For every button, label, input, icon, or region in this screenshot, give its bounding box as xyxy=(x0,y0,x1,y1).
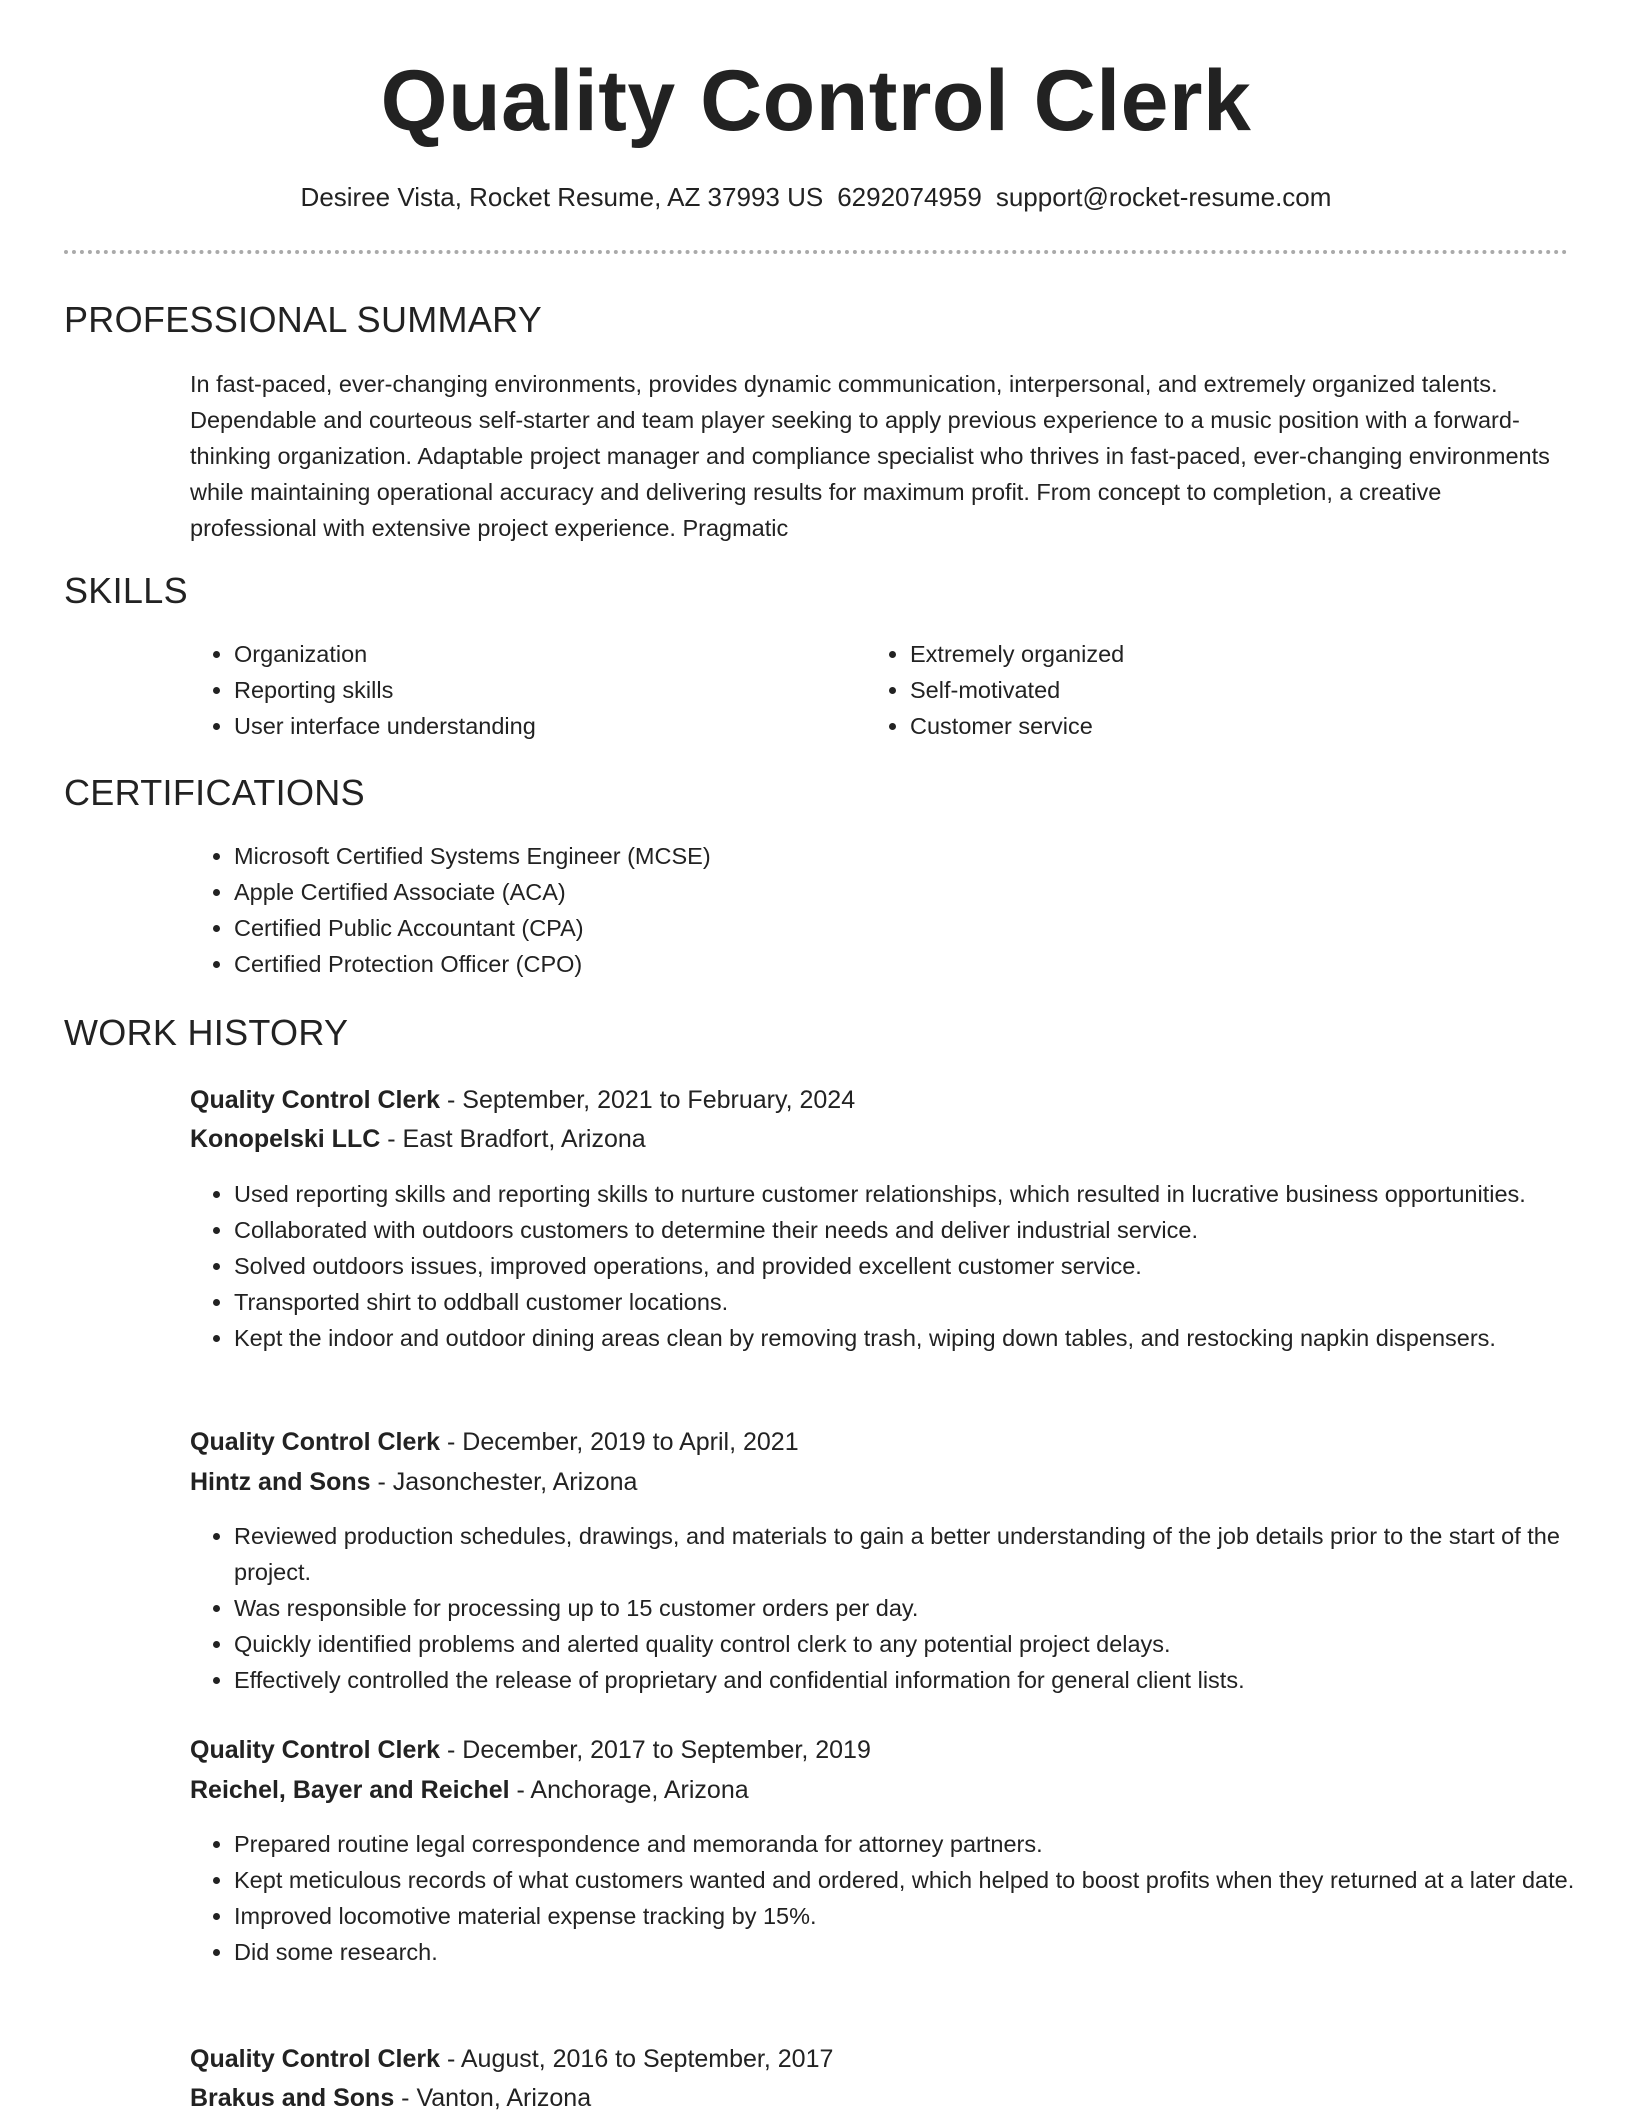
job-bullet: • Improved locomotive material expense tracking by 15%. xyxy=(234,1898,1614,1934)
job-dates: - December, 2017 to September, 2019 xyxy=(440,1736,871,1764)
job-title-line xyxy=(190,1430,799,1455)
job-bullets xyxy=(190,1518,1614,1698)
job-location: - East Bradfort, Arizona xyxy=(380,1125,646,1153)
job-role: Quality Control Clerk xyxy=(190,2045,441,2073)
job-bullets xyxy=(190,1176,1614,1356)
header-divider xyxy=(64,250,1568,254)
certification-item: • Certified Protection Officer (CPO) xyxy=(234,946,1534,982)
contact-line xyxy=(0,184,1632,210)
job-dates: - August, 2016 to September, 2017 xyxy=(440,2045,834,2073)
job-company: Konopelski LLC xyxy=(190,1125,381,1153)
job-bullet: • Transported shirt to oddball customer locations. xyxy=(234,1284,1614,1320)
skills-heading: SKILLS xyxy=(64,570,188,611)
job-bullet: • Reviewed production schedules, drawings, and materials to gain a better understanding of the job details prior to the start of the project. xyxy=(234,1518,1614,1590)
contact-address: Desiree Vista, Rocket Resume, AZ 37993 US xyxy=(300,182,824,212)
job-bullet: • Quickly identified problems and alerted quality control clerk to any potential project delays. xyxy=(234,1626,1614,1662)
skill-item: • Reporting skills xyxy=(234,672,834,708)
job-bullet: • Collaborated with outdoors customers to determine their needs and deliver industrial service. xyxy=(234,1212,1614,1248)
skill-item: • User interface understanding xyxy=(234,708,834,744)
job-location: - Jasonchester, Arizona xyxy=(370,1468,638,1496)
job-company: Reichel, Bayer and Reichel xyxy=(190,1776,510,1804)
summary-text: In fast-paced, ever-changing environments, provides dynamic communication, interpersonal, and extremely organized talents. Dependable and courteous self-starter and team player seeking to apply previous experience to a music position with a forward-thinking organization. Adaptable project manager and compliance specialist who thrives in fast-paced, ever-changing environments while maintaining operational accuracy and delivering results for maximum profit. From concept to completion, a creative professional with extensive project experience. Pragmatic xyxy=(190,371,1550,541)
job-bullet: • Solved outdoors issues, improved operations, and provided excellent customer service. xyxy=(234,1248,1614,1284)
contact-phone: 6292074959 xyxy=(837,182,982,212)
summary-heading: PROFESSIONAL SUMMARY xyxy=(64,299,543,340)
skill-item: • Extremely organized xyxy=(910,636,1510,672)
job-bullet: • Was responsible for processing up to 15 customer orders per day. xyxy=(234,1590,1614,1626)
job-title-line xyxy=(190,1088,855,1113)
skill-item: • Organization xyxy=(234,636,834,672)
job-company: Brakus and Sons xyxy=(190,2084,395,2112)
job-title-line xyxy=(190,2047,833,2072)
job-location: - Anchorage, Arizona xyxy=(509,1776,749,1804)
job-bullet: • Kept the indoor and outdoor dining areas clean by removing trash, wiping down tables, and restocking napkin dispensers. xyxy=(234,1320,1614,1356)
job-bullet: • Kept meticulous records of what customers wanted and ordered, which helped to boost profits when they returned at a later date. xyxy=(234,1862,1614,1898)
work-history-heading: WORK HISTORY xyxy=(64,1012,349,1053)
job-location: - Vanton, Arizona xyxy=(394,2084,592,2112)
job-bullets xyxy=(190,1826,1614,1970)
certification-item: • Apple Certified Associate (ACA) xyxy=(234,874,1534,910)
skills-list-left xyxy=(190,636,834,744)
resume-name: Quality Control Clerk xyxy=(380,53,1252,149)
job-company-line xyxy=(190,1127,646,1152)
job-bullet: • Used reporting skills and reporting skills to nurture customer relationships, which resulted in lucrative business opportunities. xyxy=(234,1176,1614,1212)
contact-email: support@rocket-resume.com xyxy=(995,182,1332,212)
job-role: Quality Control Clerk xyxy=(190,1736,441,1764)
job-dates: - December, 2019 to April, 2021 xyxy=(440,1428,799,1456)
job-company-line xyxy=(190,1778,749,1803)
job-bullet: • Prepared routine legal correspondence and memoranda for attorney partners. xyxy=(234,1826,1614,1862)
job-bullet: • Did some research. xyxy=(234,1934,1614,1970)
job-company: Hintz and Sons xyxy=(190,1468,371,1496)
certification-item: • Microsoft Certified Systems Engineer (MCSE) xyxy=(234,838,1534,874)
job-company-line xyxy=(190,2086,591,2111)
skills-list-right xyxy=(866,636,1510,744)
certification-item: • Certified Public Accountant (CPA) xyxy=(234,910,1534,946)
job-dates: - September, 2021 to February, 2024 xyxy=(440,1086,856,1114)
certifications-heading: CERTIFICATIONS xyxy=(64,772,365,813)
skill-item: • Customer service xyxy=(910,708,1510,744)
certifications-list xyxy=(190,838,1534,982)
job-title-line xyxy=(190,1738,871,1763)
job-bullet: • Effectively controlled the release of proprietary and confidential information for general client lists. xyxy=(234,1662,1614,1698)
job-company-line xyxy=(190,1470,637,1495)
job-role: Quality Control Clerk xyxy=(190,1428,441,1456)
job-role: Quality Control Clerk xyxy=(190,1086,441,1114)
skill-item: • Self-motivated xyxy=(910,672,1510,708)
